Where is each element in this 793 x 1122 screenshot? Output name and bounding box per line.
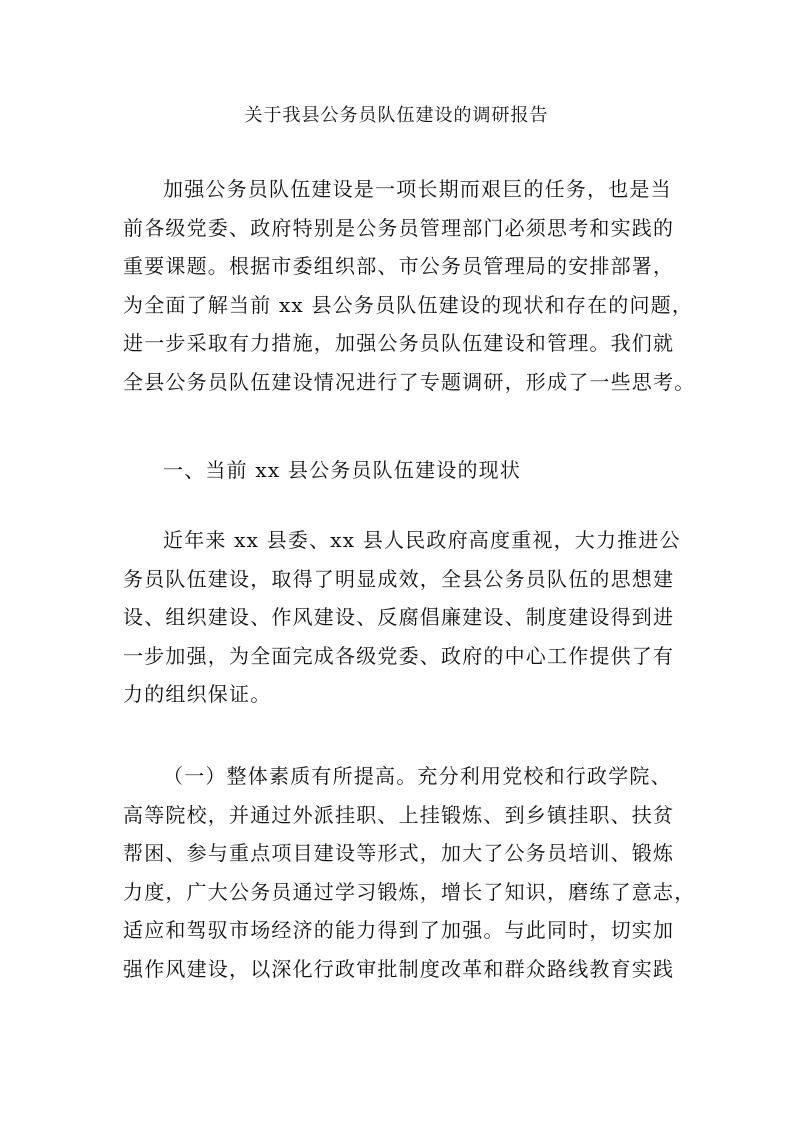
section-heading: 一、当前 xx 县公务员队伍建设的现状 [163, 458, 522, 482]
paragraph-line: 力的组织保证。 [123, 682, 272, 706]
paragraph-line: 设、组织建设、作风建设、反腐倡廉建设、制度建设得到进 [123, 605, 675, 629]
paragraph-line: 加强公务员队伍建设是一项长期而艰巨的任务，也是当 [163, 177, 672, 201]
paragraph-line: （一）整体素质有所提高。充分利用党校和行政学院、 [163, 764, 672, 788]
paragraph-line: 强作风建设，以深化行政审批制度改革和群众路线教育实践 [123, 956, 675, 981]
paragraph-line: 全县公务员队伍建设情况进行了专题调研，形成了一些思考。 [123, 369, 696, 394]
paragraph-line: 为全面了解当前 xx 县公务员队伍建设的现状和存在的问题， [123, 292, 694, 317]
paragraph-line: 重要课题。根据市委组织部、市公务员管理局的安排部署， [123, 254, 675, 278]
paragraph-quality [123, 757, 696, 988]
paragraph-line: 务员队伍建设，取得了明显成效，全县公务员队伍的思想建 [123, 566, 675, 591]
document-title: 关于我县公务员队伍建设的调研报告 [244, 105, 549, 126]
paragraph-line: 帮困、参与重点项目建设等形式，加大了公务员培训、锻炼 [123, 841, 675, 865]
paragraph-line: 高等院校，并通过外派挂职、上挂锻炼、到乡镇挂职、扶贫 [123, 802, 675, 827]
paragraph-status [123, 521, 683, 714]
paragraph-line: 近年来 xx 县委、xx 县人民政府高度重视，大力推进公 [163, 528, 681, 552]
paragraph-line: 适应和驾驭市场经济的能力得到了加强。与此同时，切实加 [123, 918, 675, 942]
paragraph-line: 一步加强，为全面完成各级党委、政府的中心工作提供了有 [123, 643, 675, 668]
paragraph-line: 力度，广大公务员通过学习锻炼，增长了知识，磨练了意志， [123, 879, 696, 904]
paragraph-line: 进一步采取有力措施，加强公务员队伍建设和管理。我们就 [123, 331, 675, 355]
paragraph-intro [123, 170, 696, 401]
paragraph-line: 前各级党委、政府特别是公务员管理部门必须思考和实践的 [123, 215, 675, 240]
